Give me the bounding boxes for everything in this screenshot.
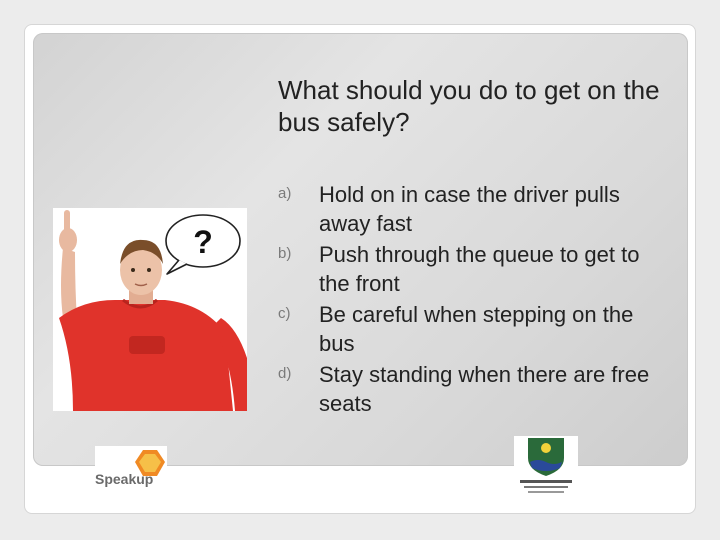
option-text: Hold on in case the driver pulls away fast [319,182,620,236]
answer-option-d [278,360,658,418]
option-letter: c) [278,305,291,322]
question-mark-icon: ? [193,224,213,260]
boy-illustration [53,208,247,411]
crest-sun [541,443,551,453]
pointing-finger [64,210,70,234]
right-eye [147,268,151,272]
crest-text-line [524,486,568,488]
question-heading: What should you do to get on the bus safely? [278,75,660,137]
speakup-wordmark: Speakup [95,471,154,487]
crest-text-line [528,491,564,493]
red-tshirt [59,300,233,411]
option-text: Be careful when stepping on the bus [319,302,634,356]
boy-pointing-photo [53,208,247,411]
option-letter: d) [278,365,292,382]
option-letter: b) [278,245,292,262]
crest-graphic [514,436,578,500]
option-text: Push through the queue to get to the front [319,242,640,296]
answer-list [278,180,658,420]
shirt-print [129,336,165,354]
option-letter: a) [278,185,292,202]
answer-option-a [278,180,658,238]
answer-option-c [278,300,658,358]
answer-option-b [278,240,658,298]
speakup-logo-graphic [95,446,167,492]
crest-text-line [520,480,572,483]
speakup-logo [95,446,167,492]
option-text: Stay standing when there are free seats [319,362,650,416]
university-crest-logo [514,436,578,500]
left-eye [131,268,135,272]
